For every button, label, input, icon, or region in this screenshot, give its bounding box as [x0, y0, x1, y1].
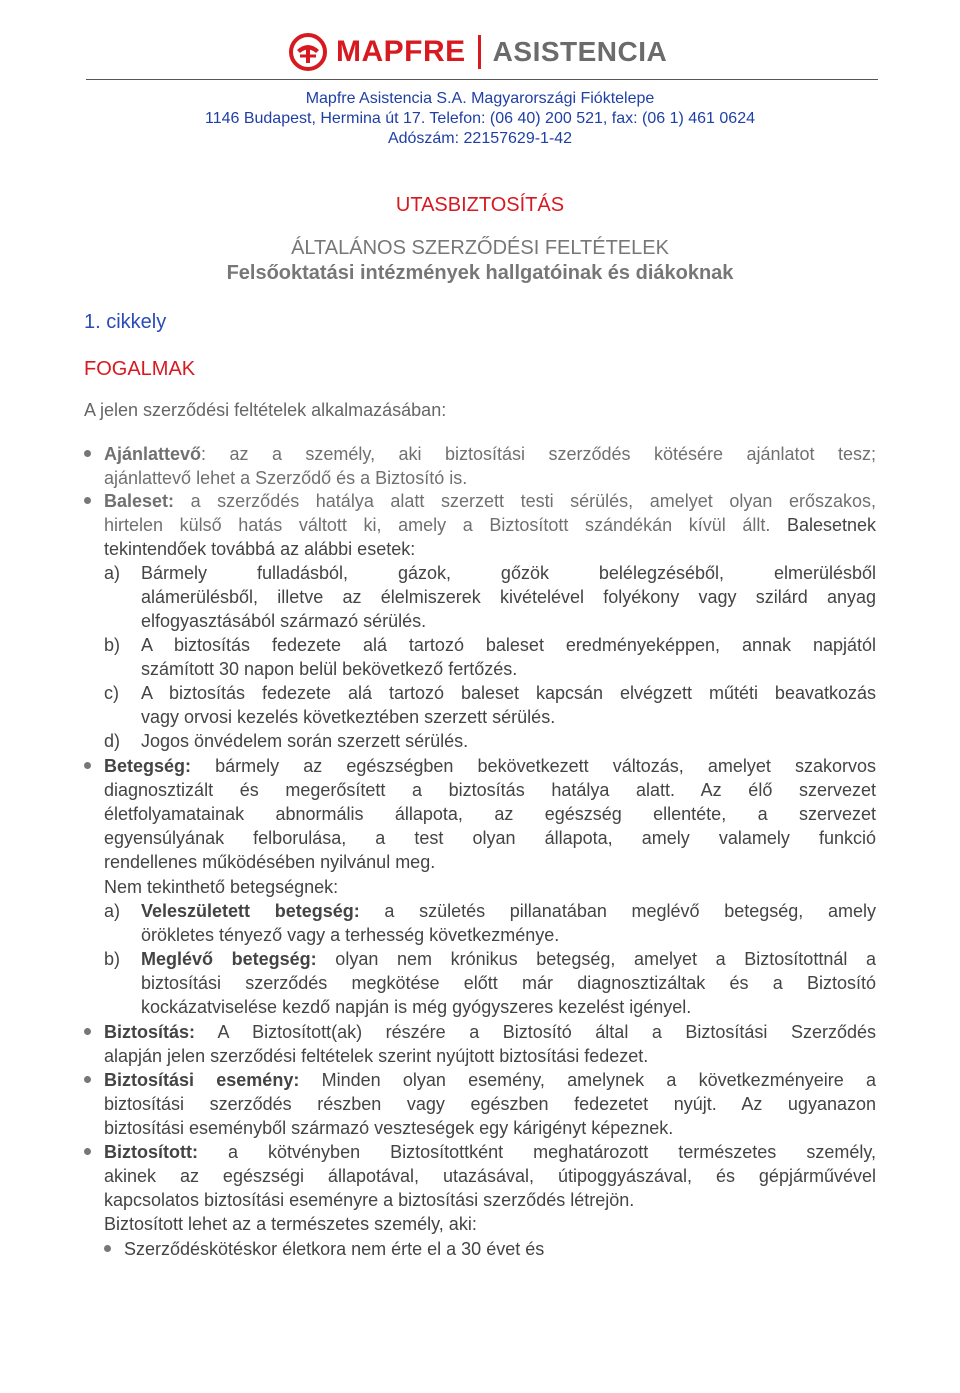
company-address: 1146 Budapest, Hermina út 17. Telefon: (06 40) 200 521, fax: (06 1) 461 0624 — [204, 110, 755, 127]
def-biztositas-cont: alapján jelen szerződési feltételek szerint nyújtott biztosítási fedezet. — [104, 1046, 649, 1066]
baleset-case-a-cont2: elfogyasztásából származó sérülés. — [141, 611, 427, 631]
exclusion-b-cont2: kockázatviselése kezdő napján is még gyógyszeres kezelést igényel. — [141, 997, 692, 1017]
def-betegseg-cont2: életfolyamatainak abnormális állapota, az egészség ellentéte, a szervezet — [104, 804, 876, 824]
biztositott-condition: Szerződéskötéskor életkora nem érte el a 30 évet és — [124, 1239, 545, 1259]
list-label: b) — [104, 949, 121, 969]
def-ajanlattevo-cont: ajánlattevő lehet a Szerződő és a Biztosító is. — [104, 468, 468, 488]
def-betegseg-cont3: egyensúlyának felborulása, a test olyan állapota, amely valamely funkció — [104, 828, 876, 848]
list-label: a) — [104, 563, 121, 583]
header-divider — [86, 79, 878, 80]
def-betegseg: Betegség: bármely az egészségben bekövetkezett változás, amelyet szakorvos — [104, 756, 876, 776]
baleset-case-a-cont: alámerülésből, illetve az élelmiszerek kivételével folyékony vagy szilárd anyag — [141, 587, 876, 607]
baleset-case-b: A biztosítás fedezete alá tartozó baleset eredményeképpen, annak napjától — [141, 635, 876, 655]
intro-text: A jelen szerződési feltételek alkalmazásában: — [84, 400, 447, 420]
list-label: d) — [104, 731, 121, 751]
section-heading: FOGALMAK — [84, 358, 196, 380]
bullet-icon — [84, 497, 91, 504]
list-label: c) — [104, 683, 119, 703]
mapfre-logo — [288, 32, 667, 72]
def-biztositasi-esemeny-cont2: biztosítási eseményből származó veszteségek egy kárigényt képeznek. — [104, 1118, 674, 1138]
exclusion-a: Veleszületett betegség: a születés pillanatában meglévő betegség, amely — [141, 901, 876, 921]
mapfre-emblem-icon — [288, 32, 328, 72]
baleset-case-c: A biztosítás fedezete alá tartozó baleset kapcsán elvégzett műtéti beavatkozás — [141, 683, 876, 703]
baleset-case-c-cont: vagy orvosi kezelés következtében szerzett sérülés. — [141, 707, 556, 727]
def-baleset-cont: hirtelen külső hatás váltott ki, amely a Biztosított szándékán kívül állt. Balesetnek — [104, 515, 877, 535]
bullet-icon — [84, 450, 91, 457]
brand-separator — [478, 35, 481, 69]
def-biztositasi-esemeny: Biztosítási esemény: Minden olyan esemény, amelynek a következményeire a — [104, 1070, 876, 1090]
baleset-case-d: Jogos önvédelem során szerzett sérülés. — [141, 731, 469, 751]
exclusion-a-cont: örökletes tényező vagy a terhesség következménye. — [141, 925, 560, 945]
exclusion-b-cont: biztosítási szerződés megkötése előtt már diagnosztizáltak és a Biztosító — [141, 973, 876, 993]
def-baleset: Baleset: a szerződés hatálya alatt szerzett testi sérülés, amelyet olyan erőszakos, — [104, 491, 876, 511]
def-biztositott: Biztosított: a kötvényben Biztosítottként meghatározott természetes személy, — [104, 1142, 876, 1162]
def-biztositott-cont2: kapcsolatos biztosítási eseményre a biztosítási szerződés létrejön. — [104, 1190, 635, 1210]
bullet-icon — [104, 1245, 111, 1252]
company-name: Mapfre Asistencia S.A. Magyarországi Fióktelepe — [305, 90, 655, 107]
brand-subtitle: ASISTENCIA — [492, 36, 668, 67]
def-biztositott-cont: akinek az egészségi állapotával, utazásával, útipoggyászával, és gépjárművével — [104, 1166, 876, 1186]
betegseg-exclusions-heading: Nem tekinthető betegségnek: — [104, 877, 339, 897]
def-ajanlattevo: Ajánlattevő: az a személy, aki biztosítási szerződés kötésére ajánlatot tesz; — [104, 444, 876, 464]
brand-name: MAPFRE — [336, 35, 466, 68]
bullet-icon — [84, 1028, 91, 1035]
document-title: UTASBIZTOSÍTÁS — [395, 194, 565, 216]
exclusion-b: Meglévő betegség: olyan nem krónikus betegség, amelyet a Biztosítottnál a — [141, 949, 876, 969]
bullet-icon — [84, 1076, 91, 1083]
def-biztositas: Biztosítás: A Biztosított(ak) részére a Biztosító által a Biztosítási Szerződés — [104, 1022, 876, 1042]
list-label: b) — [104, 635, 121, 655]
document-audience: Felsőoktatási intézmények hallgatóinak és diákoknak — [226, 262, 734, 284]
def-baleset-cont2: tekintendőek továbbá az alábbi esetek: — [104, 539, 416, 559]
def-betegseg-cont4: rendellenes működésében nyilvánul meg. — [104, 852, 436, 872]
def-biztositasi-esemeny-cont: biztosítási szerződés részben vagy egészben fedezetet nyújt. Az ugyanazon — [104, 1094, 876, 1114]
bullet-icon — [84, 1148, 91, 1155]
def-biztositott-cont3: Biztosított lehet az a természetes személy, aki: — [104, 1214, 477, 1234]
article-number: 1. cikkely — [84, 311, 167, 333]
def-betegseg-cont: diagnosztizált és megerősített a biztosítás hatálya alatt. Az élő szervezet — [104, 780, 876, 800]
bullet-icon — [84, 762, 91, 769]
baleset-case-b-cont: számított 30 napon belül bekövetkező fertőzés. — [141, 659, 518, 679]
baleset-case-a: Bármely fulladásból, gázok, gőzök belélegzéséből, elmerülésből — [141, 563, 876, 583]
list-label: a) — [104, 901, 121, 921]
document-subtitle: ÁLTALÁNOS SZERZŐDÉSI FELTÉTELEK — [291, 237, 669, 259]
tax-number: Adószám: 22157629-1-42 — [387, 130, 573, 147]
